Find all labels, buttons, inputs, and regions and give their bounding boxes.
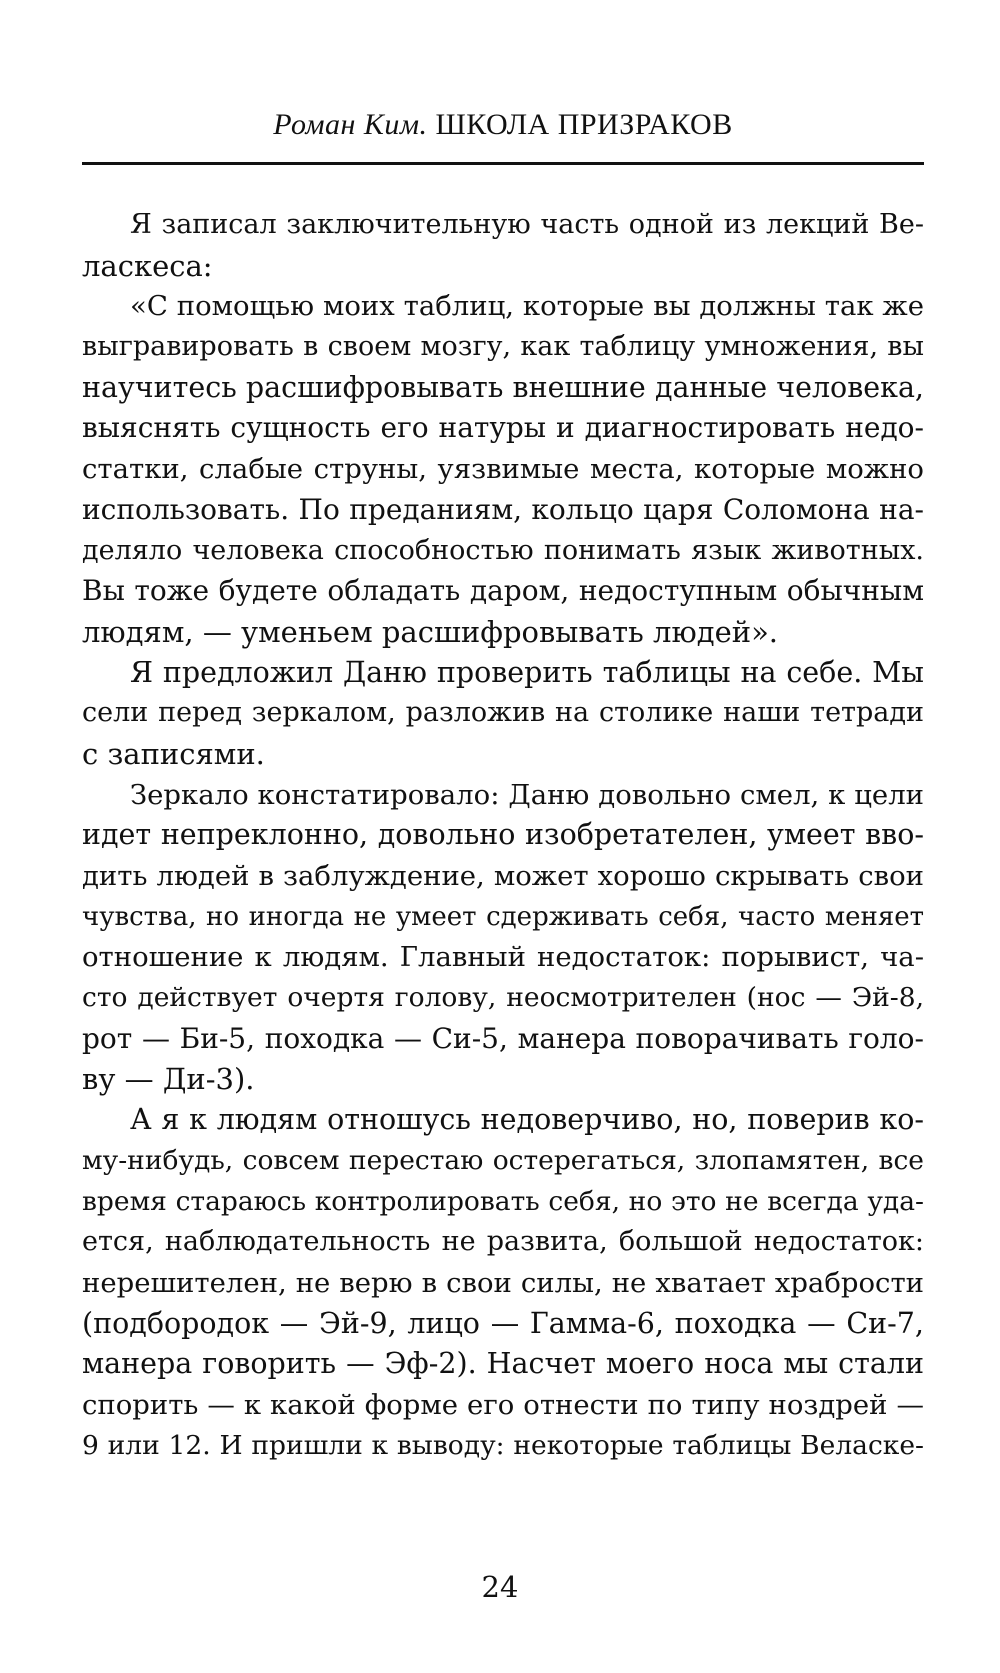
text-line: Зеркало констатировало: Даню довольно смел, к цели xyxy=(130,778,924,811)
text-line: чувства, но иногда не умеет сдерживать себя, часто меняет xyxy=(82,901,924,932)
running-header xyxy=(82,108,924,142)
text-line: 9 или 12. И пришли к выводу: некоторые таблицы Веласке- xyxy=(82,1429,924,1461)
text-line: Я предложил Даню проверить таблицы на себе. Мы xyxy=(130,655,924,689)
text-line: Вы тоже будете обладать даром, недоступным обычным xyxy=(82,574,924,608)
header-book-title: ШКОЛА ПРИЗРАКОВ xyxy=(435,108,733,141)
body-text xyxy=(82,205,924,1466)
text-line: «С помощью моих таблиц, которые вы должны так же xyxy=(130,290,924,323)
header-rule xyxy=(82,162,924,165)
page-number: 24 xyxy=(481,1570,519,1604)
text-line: время стараюсь контролировать себя, но это не всегда уда- xyxy=(82,1185,924,1217)
text-line: отношение к людям. Главный недостаток: порывист, ча- xyxy=(82,941,924,974)
text-line: спорить — к какой форме его отнести по типу ноздрей — xyxy=(82,1388,924,1421)
text-line: сели перед зеркалом, разложив на столике наши тетради xyxy=(82,697,924,729)
text-line: ется, наблюдательность не развита, большой недостаток: xyxy=(82,1226,924,1258)
text-line: нерешителен, не верю в свои силы, не хватает храбрости xyxy=(82,1266,924,1299)
text-line: людям, — уменьем расшифровывать людей». xyxy=(82,614,779,649)
text-line: рот — Би-5, походка — Си-5, манера поворачивать голо- xyxy=(82,1021,924,1055)
text-line: статки, слабые струны, уязвимые места, которые можно xyxy=(82,453,924,486)
text-line: ласкеса: xyxy=(82,248,213,283)
text-line: научитесь расшифровывать внешние данные человека, xyxy=(82,370,924,404)
text-line: ву — Ди-3). xyxy=(82,1062,255,1097)
text-line: манера говорить — Эф-2). Насчет моего носа мы стали xyxy=(82,1347,924,1381)
text-line: выгравировать в своем мозгу, как таблицу умножения, вы xyxy=(82,331,924,363)
text-line: использовать. По преданиям, кольцо царя Соломона на- xyxy=(82,492,924,526)
header-author: Роман Ким. xyxy=(273,108,428,141)
text-line: идет непреклонно, довольно изобретателен, умеет вво- xyxy=(82,818,924,852)
text-line: А я к людям отношусь недоверчиво, но, поверив ко- xyxy=(130,1103,924,1137)
text-line: с записями. xyxy=(82,736,265,771)
text-line: му-нибудь, совсем перестаю остерегаться, злопамятен, все xyxy=(82,1144,924,1176)
text-line: выяснять сущность его натуры и диагностировать недо- xyxy=(82,411,924,445)
text-line: дить людей в заблуждение, может хорошо скрывать свои xyxy=(82,860,924,892)
text-line: сто действует очертя голову, неосмотрителен (нос — Эй-8, xyxy=(82,982,924,1014)
text-line: деляло человека способностью понимать язык животных. xyxy=(82,534,924,566)
text-line: Я записал заключительную часть одной из лекций Ве- xyxy=(130,209,924,240)
text-line: (подбородок — Эй-9, лицо — Гамма-6, походка — Си-7, xyxy=(82,1306,924,1340)
